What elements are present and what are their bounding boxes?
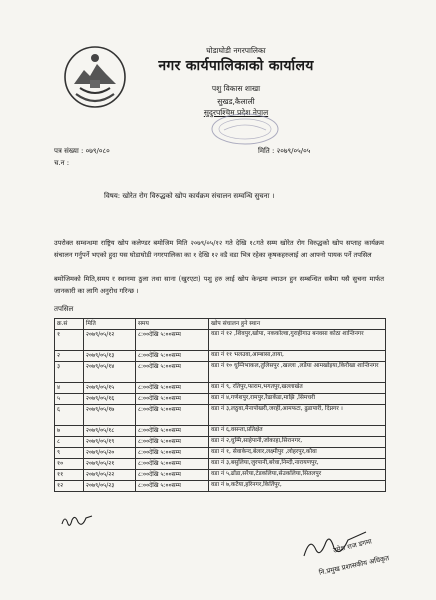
cell-location: वडा नं १० धुम्निभाकल,तुलिसपुर ,खल्ला ,लडैया आमखोइया,किरौखा शान्तिनगर — [209, 362, 386, 383]
cell-serial: १२ — [55, 481, 84, 492]
schedule-label: तपसिल — [54, 305, 74, 313]
cell-serial: ६ — [55, 405, 84, 426]
table-row — [55, 394, 386, 405]
cell-serial: ८ — [55, 437, 84, 448]
cell-time: ८:००देखि ५:००सम्म — [135, 383, 208, 394]
city-name: सुखड,कैलाली — [217, 97, 255, 106]
cell-location: वडा नं १, सेवाकेन्द,बेलार,लक्ष्मीपुर ,लोहरपुर,कौवा — [209, 448, 386, 459]
cell-location: वडा नं ११ भलउवा,आम्बासा,ताया, — [209, 351, 386, 362]
header-time: समय — [135, 319, 208, 330]
table-row — [55, 448, 386, 459]
cell-serial: १ — [55, 330, 84, 351]
cell-serial: २ — [55, 351, 84, 362]
subject-line: विषय: खोरेत रोग विरुद्धको खोप कार्यक्रम संचालन सम्वन्धि सुचना । — [104, 192, 275, 200]
cell-date: २०७९/०५/१५ — [83, 383, 135, 394]
cell-location: वडा नं २,धुम्मि,साहेपानी,जोकाहा,सिरानगर, — [209, 437, 386, 448]
table-row — [55, 481, 386, 492]
office-title: नगर कार्यपालिकाको कार्यालय — [158, 58, 314, 74]
cell-date: २०७९/०५/२३ — [83, 481, 135, 492]
cell-date: २०७९/०५/१८ — [83, 426, 135, 437]
officer-name: उमेश राज डगमा — [332, 537, 373, 555]
municipality-name: घोडाघोडी नगरपालिका — [206, 46, 266, 55]
vaccination-schedule-table — [54, 318, 386, 492]
office-stamp-icon — [210, 112, 280, 146]
cell-time: ८:००देखि ५:००सम्म — [135, 394, 208, 405]
table-header-row — [55, 319, 386, 330]
cell-location: वडा नं ४,गणेशपुर,रामपुर,रैढाकेंडा,माझि ,सिमचरी — [209, 394, 386, 405]
cell-time: ८:००देखि ५:००सम्म — [135, 351, 208, 362]
table-row — [55, 362, 386, 383]
cell-date: २०७९/०५/१४ — [83, 362, 135, 383]
body-paragraph: बमोजिमको मिति,समय र स्थानमा ठुला तथा साना (खुरएटा) पशु हरु लाई खोप केन्द्रमा ल्याउन हुन सम्बन्धित सबैमा यसै सुचना मार्फत जानकारी का लागि अनुरोध गरिन्छ । — [54, 275, 384, 295]
cell-time: ८:००देखि ५:००सम्म — [135, 448, 208, 459]
body-paragraph: उपरोक्त सम्वन्धमा राष्ट्रिय खोप कलेण्डर बमोजिम मिति २०७९/०५/१२ गते देखि १८गते सम्म खोरेत रोग विरुद्धको खोप सप्ताह कार्यक्रम संचालन गर्नुपर्ने भएको हुदा यस घोडाघोडी नगरपालिका का १ देखि १२ वडै वडा भित्र रहेका कृषकहरुलाई आ आफ्नो पायक पर्ने तपसिल — [54, 239, 384, 259]
cell-date: २०७९/०५/१६ — [83, 394, 135, 405]
cell-location: वडा नं ७,कटैया,हरिनगर,किर्तिपुर, — [209, 481, 386, 492]
province-name: सुदुरपश्चिम प्रदेश नेपाल — [203, 108, 269, 117]
cell-location: वडा नं ५,ढोंडा,सरैया,टेडकलिया,सेउकलिया,सितलपुर — [209, 470, 386, 481]
officer-title: नि.प्रमुख प्रशासकीय अधिकृत — [318, 554, 390, 577]
cell-serial: ९ — [55, 448, 84, 459]
cell-time: ८:००देखि ५:००सम्म — [135, 405, 208, 426]
table-row — [55, 351, 386, 362]
header-date: मिति — [83, 319, 135, 330]
cell-serial: ५ — [55, 394, 84, 405]
cell-time: ८:००देखि ५:००सम्म — [135, 330, 208, 351]
cell-date: २०७९/०५/१७ — [83, 405, 135, 426]
branch-name: पशु विकास शाखा — [211, 84, 261, 93]
header-serial: क्र.सं — [55, 319, 84, 330]
cell-time: ८:००देखि ५:००सम्म — [135, 481, 208, 492]
cell-location: वडा नं ६,वसन्ता,प्रतिक्षेत — [209, 426, 386, 437]
cell-time: ८:००देखि ५:००सम्म — [135, 362, 208, 383]
header-location: खोप संचालन हुने स्थान — [209, 319, 386, 330]
cell-date: २०७९/०५/२० — [83, 448, 135, 459]
cell-date: २०७९/०५/१९ — [83, 437, 135, 448]
cell-location: वडा नं ३,बसुलिया,जुरपानी,बरेवा,निम्दी,नारायणपुर, — [209, 459, 386, 470]
cell-date: २०७९/०५/१२ — [83, 330, 135, 351]
cell-serial: ७ — [55, 426, 84, 437]
cell-date: २०७९/०५/२१ — [83, 459, 135, 470]
cell-serial: ११ — [55, 470, 84, 481]
cell-date: २०७९/०५/१३ — [83, 351, 135, 362]
table-row — [55, 330, 386, 351]
cell-serial: १० — [55, 459, 84, 470]
table-row — [55, 470, 386, 481]
cell-location: वडा नं ३,लठुवा,मैनापोखरी,जरही,आमफटा, ढुडापारी, दिप्नगर । — [209, 405, 386, 426]
initials-signature — [60, 512, 94, 530]
cell-time: ८:००देखि ५:००सम्म — [135, 437, 208, 448]
table-row — [55, 405, 386, 426]
reference-number: पत्र संख्या : ०७९/०८० — [54, 147, 110, 155]
cell-time: ८:००देखि ५:००सम्म — [135, 426, 208, 437]
cell-date: २०७९/०५/२२ — [83, 470, 135, 481]
table-row — [55, 426, 386, 437]
letter-date: मिति : २०७९/०५/०५ — [258, 147, 311, 155]
dispatch-number: च.न : — [54, 159, 70, 167]
cell-serial: ४ — [55, 383, 84, 394]
table-row — [55, 459, 386, 470]
table-row — [55, 437, 386, 448]
cell-location: वडा नं १२ ,शिवपुर,खोपा, नककोल्वा,गुराहीगाउ बनवसा कोठा शान्तिनगर — [209, 330, 386, 351]
cell-serial: ३ — [55, 362, 84, 383]
cell-time: ८:००देखि ५:००सम्म — [135, 459, 208, 470]
cell-time: ८:००देखि ५:००सम्म — [135, 470, 208, 481]
cell-location: वडा नं ९, रतिपुर,फाराम,भगतपुर,खल्लाखेत — [209, 383, 386, 394]
table-row — [55, 383, 386, 394]
